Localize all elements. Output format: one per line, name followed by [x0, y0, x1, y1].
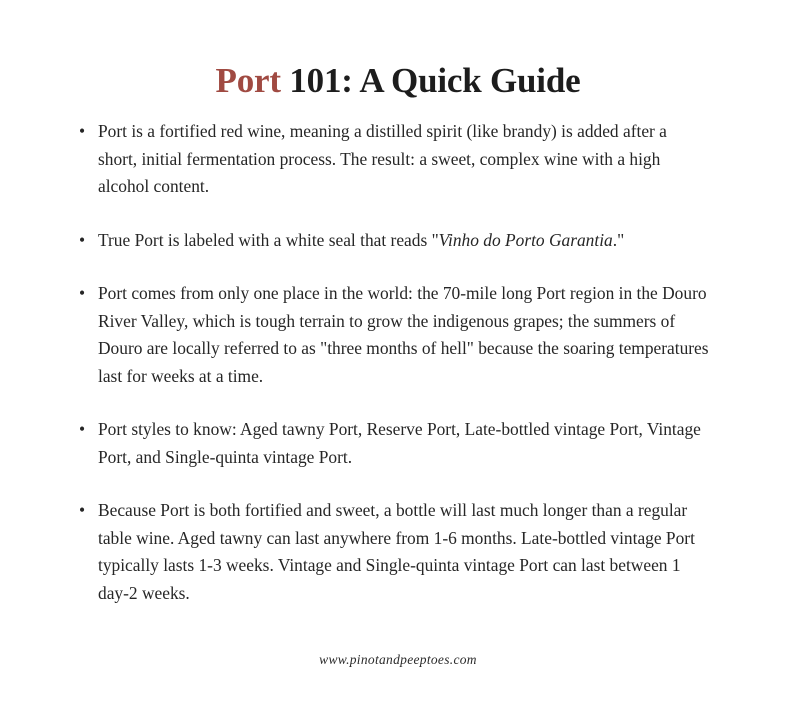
list-item-text — [98, 280, 710, 390]
text-segment: True Port is labeled with a white seal that reads " — [98, 229, 439, 250]
list-item-seal — [78, 227, 710, 255]
list-item-definition — [78, 118, 710, 201]
list-item-text — [98, 227, 710, 255]
page-title-rest: 101: A Quick Guide — [280, 61, 581, 101]
page-title — [0, 61, 796, 101]
list-item-text — [98, 497, 710, 607]
site-url: www.pinotandpeeptoes.com — [319, 652, 477, 667]
bullet-marker-icon: • — [79, 500, 86, 520]
bullet-marker-icon: • — [79, 121, 86, 141]
bullet-marker-icon: • — [79, 283, 86, 303]
text-segment: Port is a fortified red wine, meaning a distilled spirit (like brandy) is added after a short, initial fermentation process. The result: a sweet, complex wine with a high alcohol content. — [98, 121, 667, 196]
facts-list — [78, 118, 710, 607]
list-item-region — [78, 280, 710, 390]
text-segment: ." — [612, 229, 625, 250]
text-segment: Port comes from only one place in the world: the 70-mile long Port region in the Douro River Valley, which is tough terrain to grow the indigenous grapes; the summers of Douro are locally referred to as "three months of hell" because the soaring temperatures last for weeks at a time. — [98, 283, 709, 386]
text-segment-italic: Vinho do Porto Garantia — [438, 229, 613, 250]
list-item-text — [98, 118, 710, 201]
footer — [0, 651, 796, 669]
list-item-styles — [78, 416, 710, 471]
text-segment: Port styles to know: Aged tawny Port, Reserve Port, Late-bottled vintage Port, Vintage Port, and Single-quinta vintage Port. — [98, 419, 701, 467]
text-segment: Because Port is both fortified and sweet, a bottle will last much longer than a regular table wine. Aged tawny can last anywhere from 1-6 months. Late-bottled vintage Port typically lasts 1-3 weeks. Vintage and Single-quinta vintage Port can last between 1 day-2 weeks. — [98, 500, 695, 603]
list-item-text — [98, 416, 710, 471]
page-title-block — [0, 38, 796, 125]
bullet-marker-icon: • — [79, 229, 86, 250]
page-title-accent: Port — [215, 61, 281, 101]
list-item-shelf-life — [78, 497, 710, 607]
guide-content — [78, 118, 710, 607]
bullet-marker-icon: • — [79, 419, 86, 439]
